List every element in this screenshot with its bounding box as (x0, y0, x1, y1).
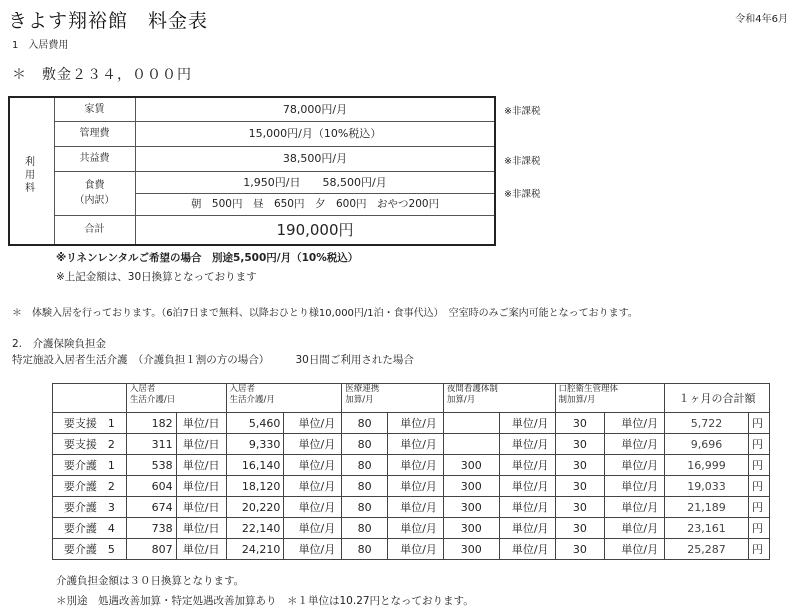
care-monthly-unit: 単位/月 (284, 539, 342, 560)
care-monthly-value: 9,330 (226, 434, 284, 455)
fee-side-label: 利用料 (25, 157, 35, 194)
care-oral-unit: 単位/月 (605, 497, 665, 518)
care-medical-unit: 単位/月 (388, 476, 444, 497)
care-header-row (53, 384, 770, 413)
care-night-unit: 単位/月 (499, 413, 555, 434)
care-medical-unit: 単位/月 (388, 539, 444, 560)
care-table-row (53, 539, 770, 560)
care-night-value: 300 (443, 539, 499, 560)
care-footer-additions: ＊別途 処遇改善加算・特定処遇改善加算あり ＊１単位は10.27円となっております。 (56, 595, 474, 607)
care-night-unit: 単位/月 (499, 539, 555, 560)
fee-value-common: 38,500円/月 (136, 147, 494, 172)
fee-side-cell (10, 98, 55, 244)
care-total-yen: 円 (748, 476, 769, 497)
care-daily-unit: 単位/日 (176, 476, 226, 497)
care-total-yen: 円 (748, 497, 769, 518)
care-night-unit: 単位/月 (499, 455, 555, 476)
care-daily-unit: 単位/日 (176, 518, 226, 539)
care-oral-unit: 単位/月 (605, 455, 665, 476)
care-total-value: 19,033 (665, 476, 749, 497)
page-title: きよす翔裕館 料金表 (8, 10, 209, 32)
care-total-value: 9,696 (665, 434, 749, 455)
care-daily-unit: 単位/日 (176, 497, 226, 518)
fee-label-management: 管理費 (54, 122, 136, 147)
care-monthly-value: 20,220 (226, 497, 284, 518)
care-medical-unit: 単位/月 (388, 434, 444, 455)
care-daily-value: 604 (126, 476, 176, 497)
care-monthly-unit: 単位/月 (284, 518, 342, 539)
care-daily-value: 807 (126, 539, 176, 560)
care-header-medical: 医療連携 加算/月 (342, 384, 444, 413)
care-table-row (53, 518, 770, 539)
care-night-value (443, 434, 499, 455)
care-oral-unit: 単位/月 (605, 518, 665, 539)
fee-label-common: 共益費 (54, 147, 136, 172)
care-night-unit: 単位/月 (499, 497, 555, 518)
deposit-line: ＊ 敷金２３４，０００円 (12, 67, 192, 83)
care-medical-unit: 単位/月 (388, 497, 444, 518)
care-medical-unit: 単位/月 (388, 518, 444, 539)
care-monthly-value: 18,120 (226, 476, 284, 497)
care-total-value: 16,999 (665, 455, 749, 476)
care-night-value (443, 413, 499, 434)
care-medical-value: 80 (342, 497, 388, 518)
care-monthly-unit: 単位/月 (284, 476, 342, 497)
care-header-daily: 入居者 生活介護/日 (126, 384, 226, 413)
care-night-value: 300 (443, 476, 499, 497)
care-total-yen: 円 (748, 539, 769, 560)
care-medical-value: 80 (342, 434, 388, 455)
care-daily-value: 738 (126, 518, 176, 539)
fee-note-meal: ※非課税 (504, 189, 541, 200)
care-oral-unit: 単位/月 (605, 476, 665, 497)
care-total-value: 23,161 (665, 518, 749, 539)
care-night-value: 300 (443, 497, 499, 518)
care-level: 要介護 4 (53, 518, 127, 539)
care-medical-value: 80 (342, 539, 388, 560)
care-header-night: 夜間看護体制 加算/月 (443, 384, 555, 413)
care-monthly-value: 22,140 (226, 518, 284, 539)
care-table-row (53, 476, 770, 497)
section1-heading: 1 入居費用 (12, 40, 69, 51)
care-total-value: 25,287 (665, 539, 749, 560)
care-level: 要介護 2 (53, 476, 127, 497)
care-table-row (53, 434, 770, 455)
care-monthly-unit: 単位/月 (284, 455, 342, 476)
care-monthly-value: 16,140 (226, 455, 284, 476)
care-oral-value: 30 (555, 518, 605, 539)
care-oral-value: 30 (555, 497, 605, 518)
fee-value-total: 190,000円 (276, 221, 354, 239)
fee-table (8, 96, 496, 246)
care-oral-unit: 単位/月 (605, 539, 665, 560)
fee-value-meal (136, 172, 494, 216)
care-total-value: 5,722 (665, 413, 749, 434)
care-medical-unit: 単位/月 (388, 455, 444, 476)
care-daily-value: 182 (126, 413, 176, 434)
care-daily-unit: 単位/日 (176, 434, 226, 455)
care-medical-value: 80 (342, 518, 388, 539)
care-medical-value: 80 (342, 413, 388, 434)
care-level: 要介護 1 (53, 455, 127, 476)
care-monthly-value: 5,460 (226, 413, 284, 434)
section2-subheading: 特定施設入居者生活介護 （介護負担１割の方の場合） 30日間ご利用された場合 (12, 354, 414, 366)
care-insurance-table (52, 383, 770, 560)
care-night-unit: 単位/月 (499, 434, 555, 455)
care-table-row (53, 413, 770, 434)
care-footer-conversion: 介護負担金額は３０日換算となります。 (56, 575, 245, 587)
care-monthly-unit: 単位/月 (284, 434, 342, 455)
care-level: 要介護 5 (53, 539, 127, 560)
care-monthly-unit: 単位/月 (284, 497, 342, 518)
care-oral-value: 30 (555, 539, 605, 560)
fee-value-management: 15,000円/月（10%税込） (136, 122, 494, 147)
fee-label-total: 合計 (54, 216, 136, 244)
care-table-row (53, 497, 770, 518)
trial-stay-note: ＊ 体験入居を行っております。（6泊7日まで無料、以降おひとり様10,000円/1泊・食事代込） 空室時のみご案内可能となっております。 (12, 308, 638, 319)
care-level: 要介護 3 (53, 497, 127, 518)
care-oral-value: 30 (555, 413, 605, 434)
fee-label-meal (54, 172, 136, 216)
care-oral-value: 30 (555, 476, 605, 497)
care-total-yen: 円 (748, 518, 769, 539)
care-medical-value: 80 (342, 476, 388, 497)
care-night-unit: 単位/月 (499, 476, 555, 497)
fee-value-rent: 78,000円/月 (136, 98, 494, 122)
care-daily-value: 538 (126, 455, 176, 476)
care-medical-unit: 単位/月 (388, 413, 444, 434)
care-header-oral: 口腔衛生管理体 制加算/月 (555, 384, 665, 413)
care-night-value: 300 (443, 455, 499, 476)
fee-label-rent: 家賃 (54, 98, 136, 122)
care-night-unit: 単位/月 (499, 518, 555, 539)
conversion-note: ※上記金額は、30日換算となっております (56, 271, 257, 283)
care-oral-value: 30 (555, 434, 605, 455)
care-oral-value: 30 (555, 455, 605, 476)
care-monthly-unit: 単位/月 (284, 413, 342, 434)
fee-note-common: ※非課税 (504, 156, 541, 167)
linen-note: ※リネンレンタルご希望の場合 別途5,500円/月（10%税込） (56, 252, 359, 264)
fee-value-meal-breakdown: 朝 500円 昼 650円 夕 600円 おやつ200円 (190, 198, 440, 210)
care-night-value: 300 (443, 518, 499, 539)
section2-heading: 2. 介護保険負担金 (12, 338, 107, 350)
care-monthly-value: 24,210 (226, 539, 284, 560)
care-table-row (53, 455, 770, 476)
fee-value-meal-price: 1,950円/日 58,500円/月 (136, 172, 494, 194)
care-level: 要支援 2 (53, 434, 127, 455)
date: 令和4年6月 (735, 14, 788, 25)
care-daily-value: 311 (126, 434, 176, 455)
fee-label-meal-sub: （内訳） (74, 195, 115, 206)
care-medical-value: 80 (342, 455, 388, 476)
care-total-yen: 円 (748, 455, 769, 476)
care-daily-unit: 単位/日 (176, 539, 226, 560)
care-header-empty (53, 384, 127, 413)
care-level: 要支援 1 (53, 413, 127, 434)
fee-note-rent: ※非課税 (504, 106, 541, 117)
care-header-monthly: 入居者 生活介護/月 (226, 384, 342, 413)
care-daily-unit: 単位/日 (176, 455, 226, 476)
care-daily-value: 674 (126, 497, 176, 518)
care-total-yen: 円 (748, 434, 769, 455)
care-header-total: １ヶ月の合計額 (665, 384, 770, 413)
care-daily-unit: 単位/日 (176, 413, 226, 434)
fee-label-meal-main: 食費 (84, 180, 105, 191)
care-oral-unit: 単位/月 (605, 434, 665, 455)
care-oral-unit: 単位/月 (605, 413, 665, 434)
care-total-yen: 円 (748, 413, 769, 434)
care-total-value: 21,189 (665, 497, 749, 518)
